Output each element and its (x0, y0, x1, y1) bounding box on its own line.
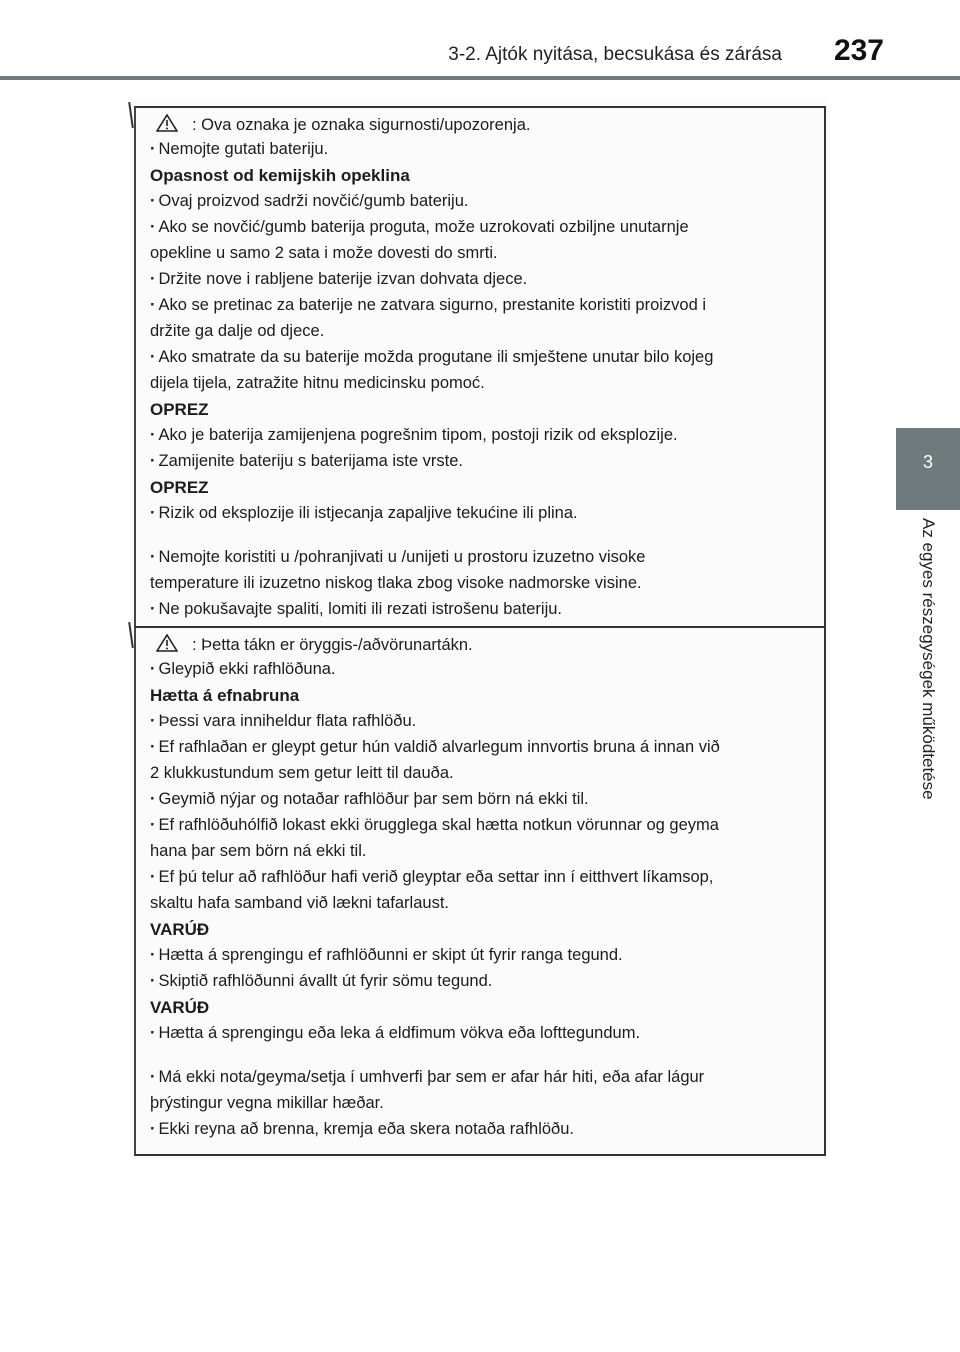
text-line: · Geymið nýjar og notaðar rafhlöður þar sem börn ná ekki til. (150, 790, 589, 809)
text-line: · Ako se pretinac za baterije ne zatvara sigurno, prestanite koristiti proizvod i (150, 296, 706, 315)
warning-symbol-line (150, 114, 530, 135)
text-line: · Má ekki nota/geyma/setja í umhverfi þar sem er afar hár hiti, eða afar lágur (150, 1068, 704, 1087)
text-line: temperature ili izuzetno niskog tlaka zbog visoke nadmorske visine. (150, 574, 642, 592)
text-line: · Skiptið rafhlöðunni ávallt út fyrir sömu tegund. (150, 972, 492, 991)
text-line: dijela tijela, zatražite hitnu medicinsku pomoć. (150, 374, 485, 392)
text-line: · Ef rafhlaðan er gleypt getur hún valdið alvarlegum innvortis bruna á innan við (150, 738, 720, 757)
header-divider (0, 76, 960, 80)
text-line: · Ako se novčić/gumb baterija proguta, može uzrokovati ozbiljne unutarnje (150, 218, 689, 237)
text-line: : Þetta tákn er öryggis-/aðvörunartákn. (192, 636, 473, 654)
chapter-tab (896, 428, 960, 510)
text-line: opekline u samo 2 sata i može dovesti do smrti. (150, 244, 498, 262)
scanned-warning-sheet (130, 98, 828, 1158)
text-line: držite ga dalje od djece. (150, 322, 325, 340)
chapter-number: 3 (922, 452, 933, 472)
box-corner-mark (128, 622, 134, 648)
text-line: · Gleypið ekki rafhlöðuna. (150, 660, 336, 679)
text-line: · Þessi vara inniheldur flata rafhlöðu. (150, 712, 416, 731)
section-heading: VARÚÐ (150, 920, 210, 939)
section-heading: OPREZ (150, 478, 209, 497)
box-corner-mark (128, 102, 134, 128)
warning-symbol-line (150, 634, 473, 655)
croatian-warning-box (134, 106, 826, 626)
warning-triangle-icon (156, 634, 178, 652)
text-line: · Ne pokušavajte spaliti, lomiti ili rezati istrošenu bateriju. (150, 600, 562, 619)
text-line: · Nemojte koristiti u /pohranjivati u /unijeti u prostoru izuzetno visoke (150, 548, 645, 567)
text-line: · Držite nove i rabljene baterije izvan dohvata djece. (150, 270, 527, 289)
section-heading: Hætta á efnabruna (150, 686, 300, 705)
text-line: · Hætta á sprengingu eða leka á eldfimum vökva eða lofttegundum. (150, 1024, 640, 1043)
text-line: 2 klukkustundum sem getur leitt til dauða. (150, 764, 454, 782)
text-line: · Zamijenite bateriju s baterijama iste vrste. (150, 452, 463, 471)
chapter-title-vertical: Az egyes részegységek működtetése (919, 518, 938, 800)
text-line: · Ef rafhlöðuhólfið lokast ekki örugglega skal hætta notkun vörunnar og geyma (150, 816, 719, 835)
text-line: · Ako smatrate da su baterije možda progutane ili smještene unutar bilo kojeg (150, 348, 713, 367)
page-number: 237 (833, 34, 884, 67)
text-line: · Hætta á sprengingu ef rafhlöðunni er skipt út fyrir ranga tegund. (150, 946, 623, 965)
text-line: hana þar sem börn ná ekki til. (150, 842, 367, 860)
text-line: · Ekki reyna að brenna, kremja eða skera notaða rafhlöðu. (150, 1120, 574, 1139)
warning-triangle-icon (156, 114, 178, 132)
section-heading: VARÚÐ (150, 998, 210, 1017)
text-line: skaltu hafa samband við lækni tafarlaust. (150, 894, 449, 912)
icelandic-warning-box (134, 626, 826, 1156)
text-line: · Ef þú telur að rafhlöður hafi verið gleyptar eða settar inn í eitthvert líkamsop, (150, 868, 713, 887)
text-line: · Nemojte gutati bateriju. (150, 140, 328, 159)
text-line: · Rizik od eksplozije ili istjecanja zapaljive tekućine ili plina. (150, 504, 578, 523)
text-line: þrýstingur vegna mikillar hæðar. (150, 1094, 384, 1112)
text-line: · Ako je baterija zamijenjena pogrešnim tipom, postoji rizik od eksplozije. (150, 426, 678, 445)
section-title: 3-2. Ajtók nyitása, becsukása és zárása (448, 44, 782, 65)
text-line: · Ovaj proizvod sadrži novčić/gumb bateriju. (150, 192, 468, 211)
page-header (0, 0, 960, 80)
text-line: : Ova oznaka je oznaka sigurnosti/upozorenja. (192, 116, 531, 134)
section-heading: OPREZ (150, 400, 209, 419)
section-heading: Opasnost od kemijskih opeklina (150, 166, 410, 185)
